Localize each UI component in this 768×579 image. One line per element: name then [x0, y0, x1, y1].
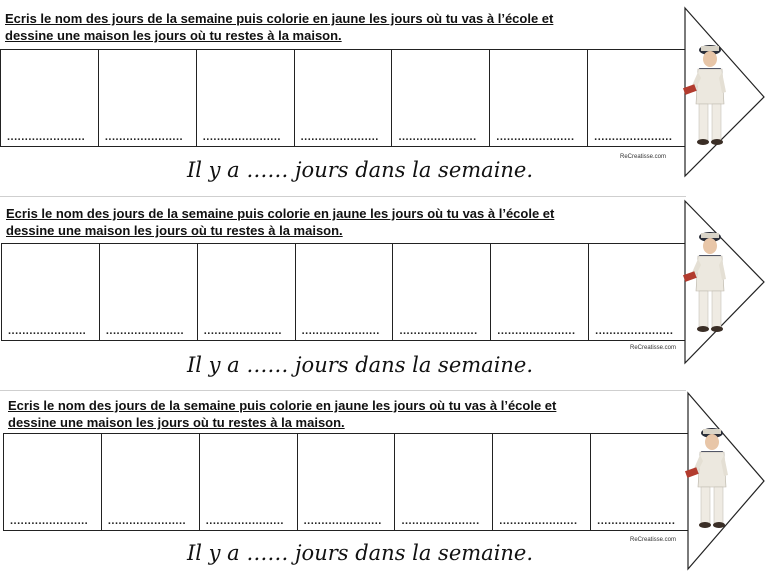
day-name-blank: ...................... [10, 515, 89, 527]
instruction-line-1: Ecris le nom des jours de la semaine puis colorie en jaune les jours où tu vas à l’école et [5, 11, 554, 26]
credit-text: ReCreatisse.com [620, 154, 667, 160]
day-name-blank: ...................... [303, 515, 382, 527]
credit-text: ReCreatisse.com [630, 345, 677, 351]
day-box-7[interactable] [591, 434, 689, 530]
instruction-line-2: dessine une maison les jours où tu restes à la maison. [5, 28, 342, 43]
instruction-line-1: Ecris le nom des jours de la semaine puis colorie en jaune les jours où tu vas à l’école et [8, 398, 557, 413]
day-name-blank: ...................... [7, 131, 86, 143]
day-box-6[interactable] [490, 50, 588, 146]
day-box-2[interactable] [100, 244, 198, 340]
day-box-4[interactable] [295, 50, 393, 146]
days-grid [3, 433, 689, 531]
day-box-7[interactable] [588, 50, 686, 146]
day-name-blank: ...................... [104, 131, 184, 143]
instruction-text [8, 397, 668, 431]
day-name-blank: ...................... [398, 131, 477, 143]
day-box-1[interactable] [2, 244, 100, 340]
day-box-3[interactable] [200, 434, 298, 530]
days-grid [0, 49, 686, 147]
day-name-blank: ...................... [597, 515, 676, 527]
day-box-5[interactable] [392, 50, 490, 146]
days-grid [1, 243, 687, 341]
day-name-blank: ...................... [301, 325, 380, 337]
credit-text: ReCreatisse.com [630, 537, 677, 543]
day-box-3[interactable] [198, 244, 296, 340]
instruction-text [6, 205, 666, 239]
day-box-1[interactable] [1, 50, 99, 146]
day-box-5[interactable] [393, 244, 491, 340]
day-box-6[interactable] [493, 434, 591, 530]
worksheet-strip-1 [0, 0, 768, 192]
day-name-blank: ...................... [496, 131, 575, 143]
day-name-blank: ...................... [202, 131, 281, 143]
count-days-sentence: Il y a …… jours dans la semaine. [186, 158, 534, 182]
day-name-blank: ...................... [401, 515, 480, 527]
day-box-7[interactable] [589, 244, 687, 340]
day-box-1[interactable] [4, 434, 102, 530]
day-name-blank: ...................... [595, 325, 674, 337]
day-name-blank: ...................... [300, 131, 379, 143]
arrow-tip-shape [680, 199, 768, 371]
day-name-blank: ...................... [203, 325, 282, 337]
instruction-line-2: dessine une maison les jours où tu restes à la maison. [8, 415, 345, 430]
worksheet-strip-3 [0, 387, 768, 579]
day-name-blank: ...................... [497, 325, 576, 337]
day-name-blank: ...................... [205, 515, 284, 527]
worksheet-strip-2 [0, 195, 768, 387]
day-name-blank: ...................... [499, 515, 578, 527]
instruction-line-1: Ecris le nom des jours de la semaine puis colorie en jaune les jours où tu vas à l’école et [6, 206, 555, 221]
count-days-sentence: Il y a …… jours dans la semaine. [186, 353, 534, 377]
day-name-blank: ...................... [594, 131, 673, 143]
day-box-4[interactable] [296, 244, 394, 340]
instruction-text [5, 10, 665, 44]
count-days-sentence: Il y a …… jours dans la semaine. [186, 541, 534, 565]
day-name-blank: ...................... [399, 325, 478, 337]
day-name-blank: ...................... [107, 515, 187, 527]
day-box-2[interactable] [99, 50, 197, 146]
instruction-line-2: dessine une maison les jours où tu restes à la maison. [6, 223, 343, 238]
day-name-blank: ...................... [8, 325, 87, 337]
day-box-6[interactable] [491, 244, 589, 340]
day-box-3[interactable] [197, 50, 295, 146]
day-box-4[interactable] [298, 434, 396, 530]
day-box-2[interactable] [102, 434, 200, 530]
day-box-5[interactable] [395, 434, 493, 530]
day-name-blank: ...................... [105, 325, 185, 337]
